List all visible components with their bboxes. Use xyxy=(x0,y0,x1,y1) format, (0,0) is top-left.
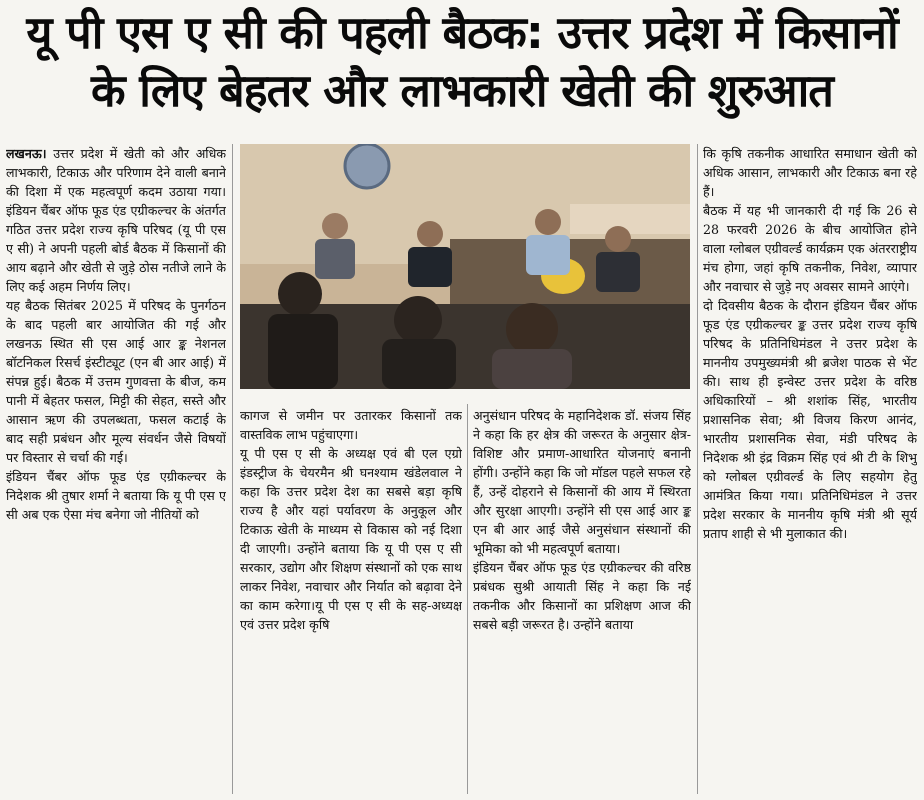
paragraph-2: यह बैठक सितंबर 2025 में परिषद के पुनर्गठन के बाद पहली बार आयोजित की गई और लखनऊ स्थित सी एस आई आर ङ्क नेशनल बॉटनिकल रिसर्च इंस्टीट्यूट (एन बी आर आई) में संपन्न हुई। बैठक में उत्तम गुणवत्ता के बीज, कम पानी में बेहतर फसल, मिट्टी की सेहत, सस्ते और आसान ऋण की उपलब्धता, फसल कटाई के बाद सही प्रबंधन और मूल्य संवर्धन जैसे विषयों पर विस्तार से चर्चा की गई। xyxy=(6,298,226,465)
paragraph-7: इंडियन चैंबर ऑफ फूड एंड एग्रीकल्चर की वरिष्ठ प्रबंधक सुश्री आयाती सिंह ने कहा कि नई तकनीक और किसानों का प्रशिक्षण आज की सबसे बड़ी जरूरत है। उन्होंने बताया xyxy=(473,560,691,632)
headline-line-2: के लिए बेहतर और लाभकारी खेती की शुरुआत xyxy=(91,64,833,117)
meeting-photo xyxy=(240,144,690,389)
headline xyxy=(0,4,924,122)
column-divider xyxy=(467,404,468,794)
article-column-2 xyxy=(240,406,462,796)
article-column-3 xyxy=(473,406,691,796)
column-divider xyxy=(232,144,233,794)
paragraph-4: कागज से जमीन पर उतारकर किसानों तक वास्तविक लाभ पहुंचाएगा। xyxy=(240,408,462,442)
meeting-photo-icon xyxy=(240,144,690,389)
paragraph-3: इंडियन चैंबर ऑफ फूड एंड एग्रीकल्चर के निदेशक श्री तुषार शर्मा ने बताया कि यू पी एस ए सी अब एक ऐसा मंच बनेगा जो नीतियों को xyxy=(6,469,226,522)
dateline: लखनऊ। xyxy=(6,146,47,161)
column-divider xyxy=(697,144,698,794)
paragraph-1 xyxy=(6,144,226,296)
paragraph-6: अनुसंधान परिषद के महानिदेशक डॉ. संजय सिंह ने कहा कि हर क्षेत्र की जरूरत के अनुसार क्षेत्र-विशिष्ट और प्रमाण-आधारित योजनाएं बनानी होंगी। उन्होंने कहा कि जो मॉडल पहले सफल रहे हैं, उन्हें दोहराने से किसानों की आय में स्थिरता और सुरक्षा आएगी। उन्होंने सी एस आई आर ङ्क एन बी आर आई जैसे अनुसंधान संस्थानों की भूमिका को भी महत्वपूर्ण बताया। xyxy=(473,408,691,556)
headline-line-1: यू पी एस ए सी की पहली बैठक: उत्तर प्रदेश में किसानों xyxy=(26,6,898,59)
paragraph-10: दो दिवसीय बैठक के दौरान इंडियन चैंबर ऑफ फूड एंड एग्रीकल्चर ङ्क उत्तर प्रदेश राज्य कृषि परिषद के प्रतिनिधिमंडल ने उत्तर प्रदेश के माननीय उपमुख्यमंत्री श्री ब्रजेश पाठक से भेंट की। साथ ही इन्वेस्ट उत्तर प्रदेश के वरिष्ठ अधिकारियों – श्री शशांक सिंह, भारतीय प्रशासनिक सेवा; श्री विजय किरण आनंद, भारतीय प्रशासनिक सेवा, मंडी परिषद के निदेशक श्री इंद्र विक्रम सिंह एवं श्री टी के शिभु को ग्लोबल एग्रीवर्ल्ड के लिए सहयोग हेतु आमंत्रित किया गया। प्रतिनिधिमंडल ने उत्तर प्रदेश सरकार के माननीय कृषि मंत्री श्री सूर्य प्रताप शाही से भी मुलाकात की। xyxy=(703,298,917,541)
paragraph-8: कि कृषि तकनीक आधारित समाधान खेती को अधिक आसान, लाभकारी और टिकाऊ बना रहे हैं। xyxy=(703,146,917,199)
article-column-4 xyxy=(703,144,917,796)
article-column-1 xyxy=(6,144,226,796)
paragraph-9: बैठक में यह भी जानकारी दी गई कि 26 से 28 फरवरी 2026 के बीच आयोजित होने वाला ग्लोबल एग्रीवर्ल्ड कार्यक्रम एक अंतरराष्ट्रीय मंच होगा, जहां कृषि तकनीक, निवेश, व्यापार और नवाचार से जुड़े नए अवसर सामने आएंगे। xyxy=(703,203,917,294)
paragraph-5: यू पी एस ए सी के अध्यक्ष एवं बी एल एग्रो इंडस्ट्रीज के चेयरमैन श्री घनश्याम खंडेलवाल ने कहा कि उत्तर प्रदेश देश का सबसे बड़ा कृषि राज्य है और यहां पर्यावरण के अनुकूल और टिकाऊ खेती के माध्यम से विकास को नई दिशा दी जाएगी। उन्होंने बताया कि यू पी एस ए सी सरकार, उद्योग और शिक्षण संस्थानों को एक साथ लाकर निवेश, नवाचार और निर्यात को बढ़ावा देने का काम करेगा।यू पी एस ए सी के सह-अध्यक्ष एवं उत्तर प्रदेश कृषि xyxy=(240,446,462,632)
paragraph-1-text: उत्तर प्रदेश में खेती को और अधिक लाभकारी, टिकाऊ और परिणाम देने वाली बनाने की दिशा में एक महत्वपूर्ण कदम उठाया गया। इंडियन चैंबर ऑफ फूड एंड एग्रीकल्चर के अंतर्गत गठित उत्तर प्रदेश राज्य कृषि परिषद (यू पी एस ए सी) ने अपनी पहली बोर्ड बैठक में किसानों की आय बढ़ाने और खेती से जुड़े ठोस नतीजे लाने के लिए कई अहम निर्णय लिए। xyxy=(6,146,226,294)
